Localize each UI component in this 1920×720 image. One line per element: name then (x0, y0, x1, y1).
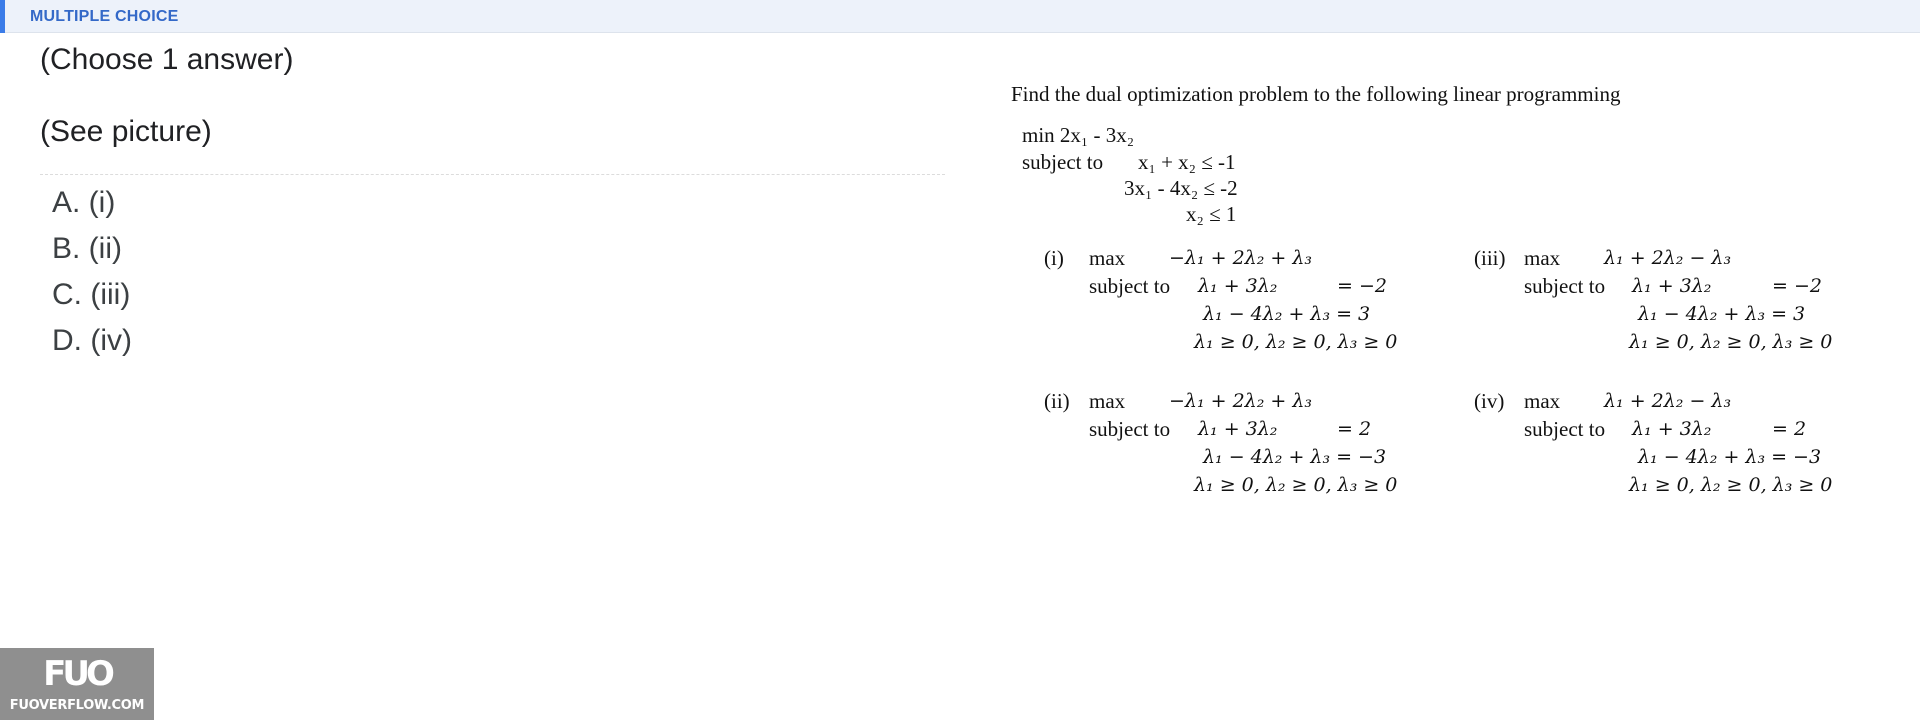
option-ii-objective: −λ₁ + 2λ₂ + λ₃ (1169, 390, 1312, 412)
fuoverflow-watermark (0, 648, 154, 720)
answer-option-b[interactable]: B. (ii) (52, 232, 122, 265)
fuo-logo: FUO (43, 654, 111, 694)
option-ii-subject-to: subject to (1089, 417, 1171, 441)
option-iv-constraint-1: λ₁ + 3λ₂ (1632, 418, 1712, 440)
primal-constraint-3: x₂ ≤ 1 (1186, 202, 1237, 226)
answer-option-c[interactable]: C. (iii) (52, 278, 131, 311)
picture-heading: Find the dual optimization problem to the following linear programming (1011, 82, 1621, 106)
option-i-tag: (i) (1044, 246, 1064, 270)
option-iii-constraint-1-rhs: = −2 (1772, 275, 1822, 297)
watermark-site: FUOVERFLOW.COM (9, 698, 145, 713)
option-iii-constraint-1: λ₁ + 3λ₂ (1632, 275, 1712, 297)
answer-option-d[interactable]: D. (iv) (52, 324, 132, 357)
answer-list (52, 180, 132, 364)
primal-objective: min 2x₁ - 3x₂ (1022, 123, 1135, 147)
option-iii-objective: λ₁ + 2λ₂ − λ₃ (1604, 247, 1732, 269)
option-iii-max: max (1524, 246, 1561, 270)
option-i-constraint-1-rhs: = −2 (1337, 275, 1387, 297)
question-instruction: (Choose 1 answer) (40, 43, 294, 76)
answer-option-a[interactable]: A. (i) (52, 186, 116, 219)
option-iv-objective: λ₁ + 2λ₂ − λ₃ (1604, 390, 1732, 412)
option-i-subject-to: subject to (1089, 274, 1171, 298)
divider (40, 174, 945, 175)
primal-subject-to: subject to (1022, 150, 1104, 174)
option-i-constraint-1: λ₁ + 3λ₂ (1198, 275, 1278, 297)
question-note: (See picture) (40, 115, 212, 148)
option-iv-constraint-2: λ₁ − 4λ₂ + λ₃ = −3 (1638, 446, 1822, 468)
option-iv-constraint-3: λ₁ ≥ 0, λ₂ ≥ 0, λ₃ ≥ 0 (1629, 474, 1833, 496)
option-iii-subject-to: subject to (1524, 274, 1606, 298)
primal-constraint-2: 3x₁ - 4x₂ ≤ -2 (1124, 176, 1238, 200)
option-ii-tag: (ii) (1044, 389, 1070, 413)
option-iv-subject-to: subject to (1524, 417, 1606, 441)
option-iii-constraint-3: λ₁ ≥ 0, λ₂ ≥ 0, λ₃ ≥ 0 (1629, 331, 1833, 353)
option-iii-constraint-2: λ₁ − 4λ₂ + λ₃ = 3 (1638, 303, 1806, 325)
option-i-constraint-3: λ₁ ≥ 0, λ₂ ≥ 0, λ₃ ≥ 0 (1194, 331, 1398, 353)
option-ii-constraint-3: λ₁ ≥ 0, λ₂ ≥ 0, λ₃ ≥ 0 (1194, 474, 1398, 496)
option-i-max: max (1089, 246, 1126, 270)
option-iv-max: max (1524, 389, 1561, 413)
option-ii-constraint-2: λ₁ − 4λ₂ + λ₃ = −3 (1203, 446, 1387, 468)
option-iii-tag: (iii) (1474, 246, 1506, 270)
type-accent-stripe (0, 0, 5, 33)
option-iv-tag: (iv) (1474, 389, 1505, 413)
question-type-label: MULTIPLE CHOICE (30, 8, 179, 25)
option-iv-constraint-1-rhs: = 2 (1772, 418, 1807, 440)
option-i-constraint-2: λ₁ − 4λ₂ + λ₃ = 3 (1203, 303, 1371, 325)
question-picture (1000, 70, 1900, 510)
question-type-bar (0, 0, 1920, 33)
option-ii-constraint-1-rhs: = 2 (1337, 418, 1372, 440)
option-i-objective: −λ₁ + 2λ₂ + λ₃ (1169, 247, 1312, 269)
option-ii-max: max (1089, 389, 1126, 413)
primal-constraint-1: x₁ + x₂ ≤ -1 (1138, 150, 1236, 174)
option-ii-constraint-1: λ₁ + 3λ₂ (1198, 418, 1278, 440)
